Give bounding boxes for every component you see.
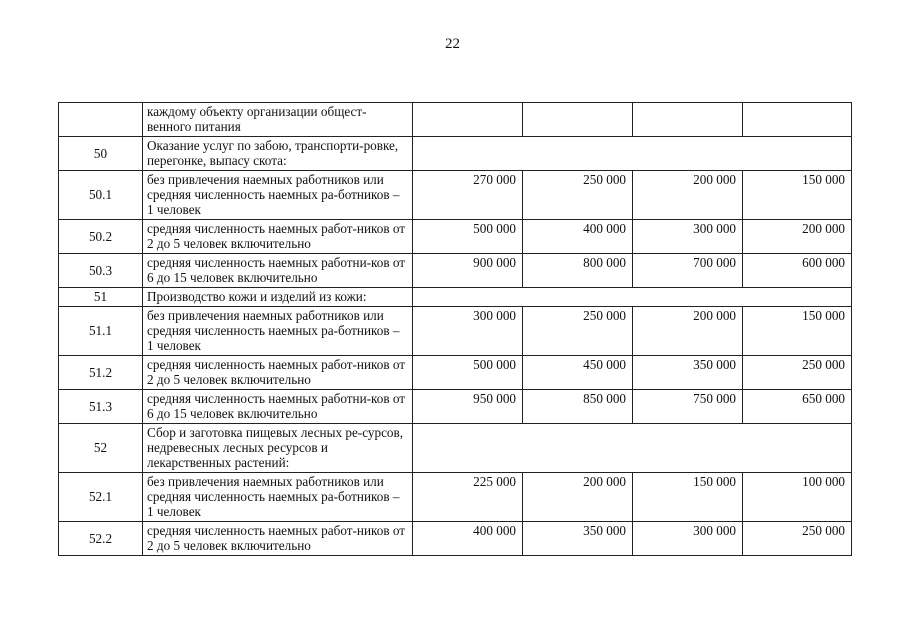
table-body (59, 103, 852, 556)
value-cell: 300 000 (413, 307, 523, 356)
tariff-table (58, 102, 852, 556)
value-cell (523, 103, 633, 137)
section-row (59, 288, 852, 307)
table-row (59, 356, 852, 390)
row-description: Оказание услуг по забою, транспорти-ровке, перегонке, выпасу скота: (143, 137, 413, 171)
value-cell: 200 000 (523, 473, 633, 522)
row-number (59, 103, 143, 137)
row-description: средняя численность наемных работ-ников от 2 до 5 человек включительно (143, 356, 413, 390)
row-description: каждому объекту организации общест-венного питания (143, 103, 413, 137)
value-cell: 750 000 (633, 390, 743, 424)
value-cell: 200 000 (633, 171, 743, 220)
row-description: Сбор и заготовка пищевых лесных ре-сурсов, недревесных лесных ресурсов и лекарственных растений: (143, 424, 413, 473)
value-cell: 100 000 (743, 473, 852, 522)
row-description: без привлечения наемных работников или средняя численность наемных ра-ботников – 1 человек (143, 171, 413, 220)
value-cell: 850 000 (523, 390, 633, 424)
value-cell (633, 103, 743, 137)
table-row (59, 473, 852, 522)
value-cell: 150 000 (743, 171, 852, 220)
section-row (59, 137, 852, 171)
row-description: средняя численность наемных работ-ников от 2 до 5 человек включительно (143, 220, 413, 254)
row-number: 51.2 (59, 356, 143, 390)
table-row (59, 307, 852, 356)
value-cell: 200 000 (743, 220, 852, 254)
row-number: 52 (59, 424, 143, 473)
value-cell (743, 103, 852, 137)
value-cell (413, 103, 523, 137)
value-cell: 350 000 (633, 356, 743, 390)
value-cell: 225 000 (413, 473, 523, 522)
table-row (59, 522, 852, 556)
value-cell: 500 000 (413, 220, 523, 254)
row-number: 51 (59, 288, 143, 307)
table-row (59, 103, 852, 137)
row-description: без привлечения наемных работников или средняя численность наемных ра-ботников – 1 человек (143, 307, 413, 356)
value-cell: 900 000 (413, 254, 523, 288)
value-cell: 270 000 (413, 171, 523, 220)
row-number: 50.3 (59, 254, 143, 288)
table-row (59, 220, 852, 254)
row-description: средняя численность наемных работни-ков от 6 до 15 человек включительно (143, 254, 413, 288)
value-cell: 300 000 (633, 522, 743, 556)
row-number: 51.3 (59, 390, 143, 424)
value-cell: 800 000 (523, 254, 633, 288)
value-cell: 200 000 (633, 307, 743, 356)
value-cell: 950 000 (413, 390, 523, 424)
value-cell: 250 000 (523, 307, 633, 356)
section-empty-cell (413, 288, 852, 307)
section-empty-cell (413, 137, 852, 171)
row-number: 50.1 (59, 171, 143, 220)
row-description: средняя численность наемных работни-ков от 6 до 15 человек включительно (143, 390, 413, 424)
value-cell: 250 000 (743, 522, 852, 556)
value-cell: 400 000 (523, 220, 633, 254)
row-number: 50 (59, 137, 143, 171)
section-row (59, 424, 852, 473)
value-cell: 300 000 (633, 220, 743, 254)
row-number: 52.2 (59, 522, 143, 556)
table-row (59, 171, 852, 220)
value-cell: 350 000 (523, 522, 633, 556)
value-cell: 150 000 (743, 307, 852, 356)
value-cell: 250 000 (743, 356, 852, 390)
value-cell: 400 000 (413, 522, 523, 556)
value-cell: 450 000 (523, 356, 633, 390)
row-number: 51.1 (59, 307, 143, 356)
row-description: Производство кожи и изделий из кожи: (143, 288, 413, 307)
value-cell: 600 000 (743, 254, 852, 288)
row-number: 52.1 (59, 473, 143, 522)
table-row (59, 390, 852, 424)
value-cell: 500 000 (413, 356, 523, 390)
page-number: 22 (445, 36, 460, 52)
value-cell: 700 000 (633, 254, 743, 288)
value-cell: 250 000 (523, 171, 633, 220)
row-description: без привлечения наемных работников или средняя численность наемных ра-ботников – 1 человек (143, 473, 413, 522)
row-description: средняя численность наемных работ-ников от 2 до 5 человек включительно (143, 522, 413, 556)
table-row (59, 254, 852, 288)
value-cell: 650 000 (743, 390, 852, 424)
value-cell: 150 000 (633, 473, 743, 522)
section-empty-cell (413, 424, 852, 473)
row-number: 50.2 (59, 220, 143, 254)
